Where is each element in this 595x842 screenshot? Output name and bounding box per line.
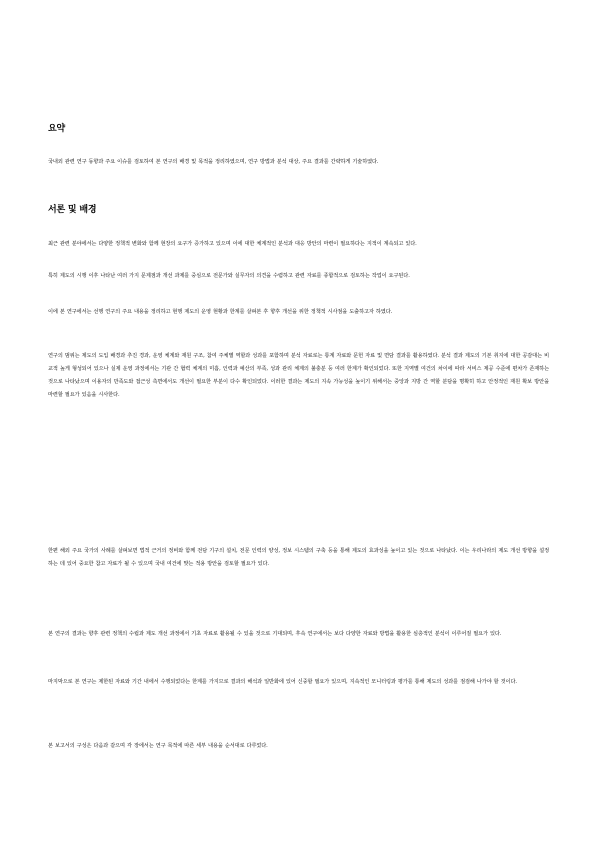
paragraph: 이에 본 연구에서는 선행 연구의 주요 내용을 정리하고 현행 제도의 운영 현황과 한계를 살펴본 후 향후 개선을 위한 정책적 시사점을 도출하고자 하였다. (48, 309, 393, 315)
section-heading-introduction: 서론 및 배경 (48, 205, 97, 215)
paragraph: 최근 관련 분야에서는 다양한 정책적 변화와 함께 현장의 요구가 증가하고 있으며 이에 대한 체계적인 분석과 대응 방안의 마련이 필요하다는 지적이 계속되고 있다. (48, 241, 417, 247)
paragraph: 연구의 범위는 제도의 도입 배경과 추진 경과, 운영 체계와 재원 구조, 참여 주체별 역할과 성과를 포함하며 분석 자료로는 통계 자료와 문헌 자료 및 면담 결과를 활용하였다. 분석 결과 제도의 기본 취지에 대한 공감대는 비교적 높게 형성되어 있으나 실제 운영 과정에서는 기관 간 협력 체계의 미흡, 인력과 예산의 부족, 성과 관리 체계의 불충분 등 여러 한계가 확인되었다. 또한 지역별 여건의 차이에 따라 서비스 제공 수준에 편차가 존재하는 것으로 나타났으며 이용자의 만족도와 접근성 측면에서도 개선이 필요한 부분이 다수 확인되었다. 이러한 결과는 제도의 지속 가능성을 높이기 위해서는 중앙과 지방 간 역할 분담을 명확히 하고 안정적인 재원 확보 방안을 마련할 필요가 있음을 시사한다. (48, 353, 549, 398)
paragraph: 국내외 관련 연구 동향과 주요 이슈를 검토하여 본 연구의 배경 및 목적을 정리하였으며, 연구 방법과 분석 대상, 주요 결과를 간략하게 기술하였다. (48, 159, 379, 165)
section-heading-summary: 요약 (48, 124, 65, 134)
paragraph: 한편 해외 주요 국가의 사례를 살펴보면 법적 근거의 정비와 함께 전담 기구의 설치, 전문 인력의 양성, 정보 시스템의 구축 등을 통해 제도의 효과성을 높이고 있는 것으로 나타났다. 이는 우리나라의 제도 개선 방향을 설정하는 데 있어 중요한 참고 자료가 될 수 있으며 국내 여건에 맞는 적용 방안을 검토할 필요가 있다. (48, 548, 549, 567)
paragraph: 본 연구의 결과는 향후 관련 정책의 수립과 제도 개선 과정에서 기초 자료로 활용될 수 있을 것으로 기대되며, 후속 연구에서는 보다 다양한 자료와 방법을 활용한 심층적인 분석이 이루어질 필요가 있다. (48, 631, 502, 637)
paragraph: 특히 제도의 시행 이후 나타난 여러 가지 문제점과 개선 과제를 중심으로 전문가와 실무자의 의견을 수렴하고 관련 자료를 종합적으로 검토하는 작업이 요구된다. (48, 273, 410, 279)
paragraph: 본 보고서의 구성은 다음과 같으며 각 장에서는 연구 목적에 따른 세부 내용을 순서대로 다루었다. (48, 743, 268, 749)
paragraph: 마지막으로 본 연구는 제한된 자료와 기간 내에서 수행되었다는 한계를 가지므로 결과의 해석과 일반화에 있어 신중할 필요가 있으며, 지속적인 모니터링과 평가를 통해 제도의 성과를 점검해 나가야 할 것이다. (48, 679, 517, 685)
